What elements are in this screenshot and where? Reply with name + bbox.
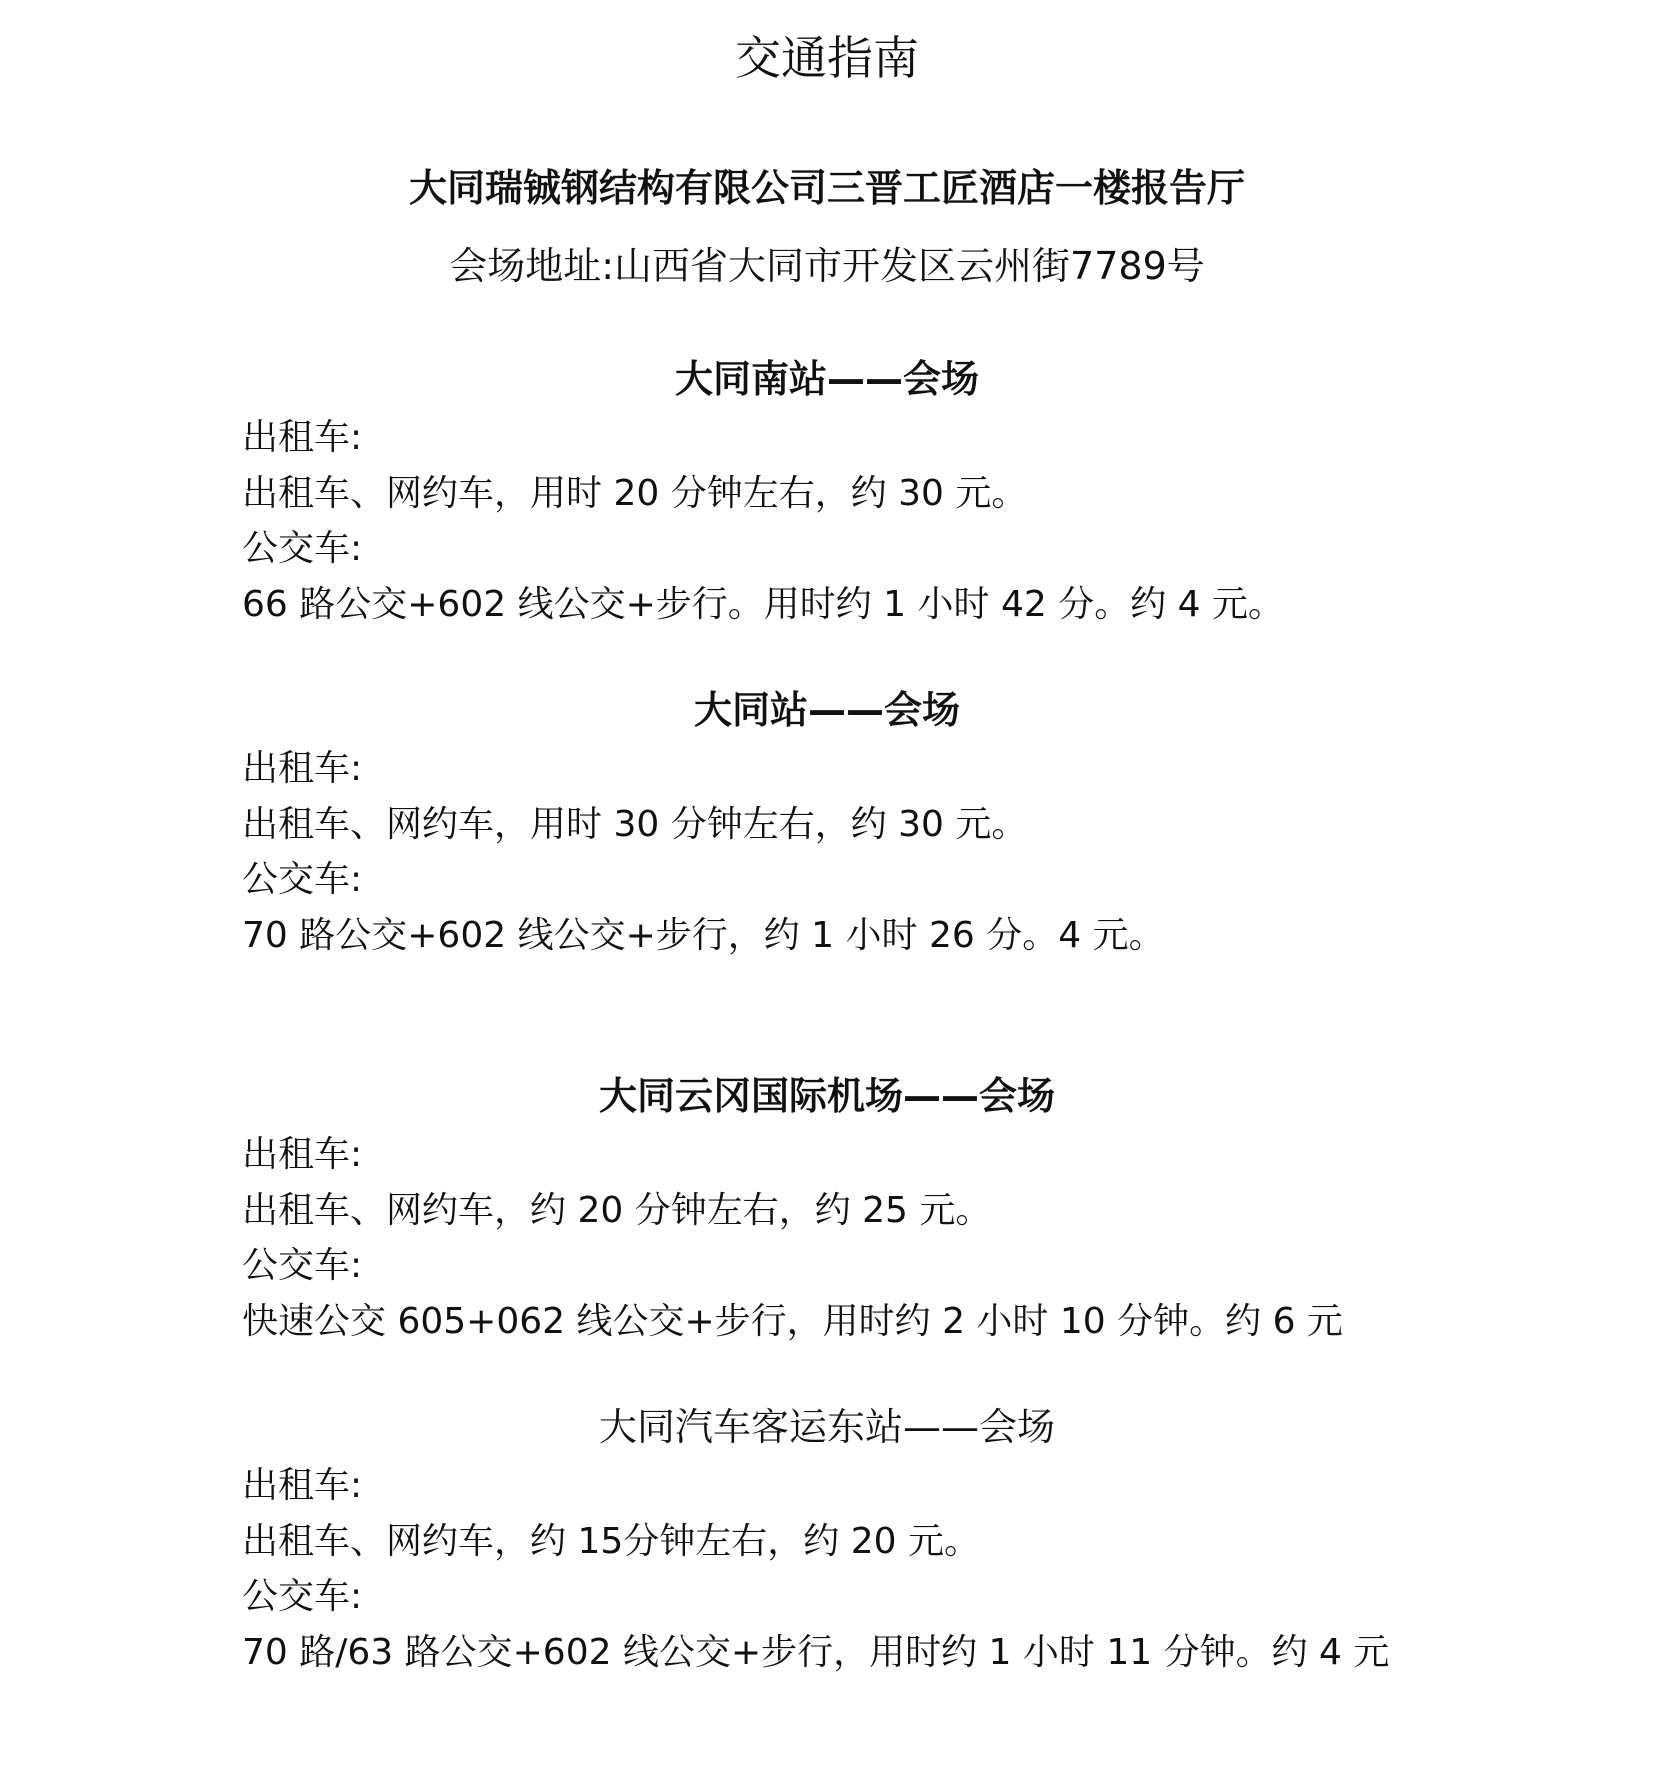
route-section-bus-east-station — [242, 1400, 1442, 1680]
taxi-label: 出租车: — [242, 1465, 363, 1506]
route-section-datong-station — [242, 683, 1442, 963]
bus-label: 公交车: — [242, 1576, 363, 1617]
bus-text: 快速公交 605+062 线公交+步行，用时约 2 小时 10 分钟。约 6 元 — [242, 1300, 1343, 1342]
section-heading: 大同汽车客运东站——会场 — [598, 1405, 1055, 1449]
bus-text: 66 路公交+602 线公交+步行。用时约 1 小时 42 分。约 4 元。 — [242, 583, 1285, 625]
taxi-label: 出租车: — [242, 1134, 363, 1175]
taxi-text: 出租车、网约车，用时 30 分钟左右，约 30 元。 — [242, 803, 1028, 845]
venue-name: 大同瑞铖钢结构有限公司三晋工匠酒店一楼报告厅 — [408, 166, 1245, 210]
route-section-airport — [242, 1069, 1442, 1349]
taxi-text: 出租车、网约车，用时 20 分钟左右，约 30 元。 — [242, 472, 1028, 514]
bus-label: 公交车: — [242, 859, 363, 900]
page-title: 交通指南 — [735, 31, 919, 85]
taxi-label: 出租车: — [242, 748, 363, 789]
bus-label: 公交车: — [242, 1245, 363, 1286]
taxi-text: 出租车、网约车，约 15分钟左右，约 20 元。 — [242, 1520, 980, 1562]
bus-text: 70 路/63 路公交+602 线公交+步行，用时约 1 小时 11 分钟。约 4 元 — [242, 1631, 1390, 1673]
bus-label: 公交车: — [242, 528, 363, 569]
section-heading: 大同云冈国际机场——会场 — [598, 1074, 1055, 1118]
taxi-label: 出租车: — [242, 417, 363, 458]
bus-text: 70 路公交+602 线公交+步行，约 1 小时 26 分。4 元。 — [242, 914, 1165, 956]
taxi-text: 出租车、网约车，约 20 分钟左右，约 25 元。 — [242, 1189, 992, 1231]
route-section-south-station — [242, 352, 1442, 632]
venue-address: 会场地址:山西省大同市开发区云州街7789号 — [449, 244, 1205, 288]
section-heading: 大同站——会场 — [693, 688, 960, 732]
section-heading: 大同南站——会场 — [674, 357, 979, 401]
